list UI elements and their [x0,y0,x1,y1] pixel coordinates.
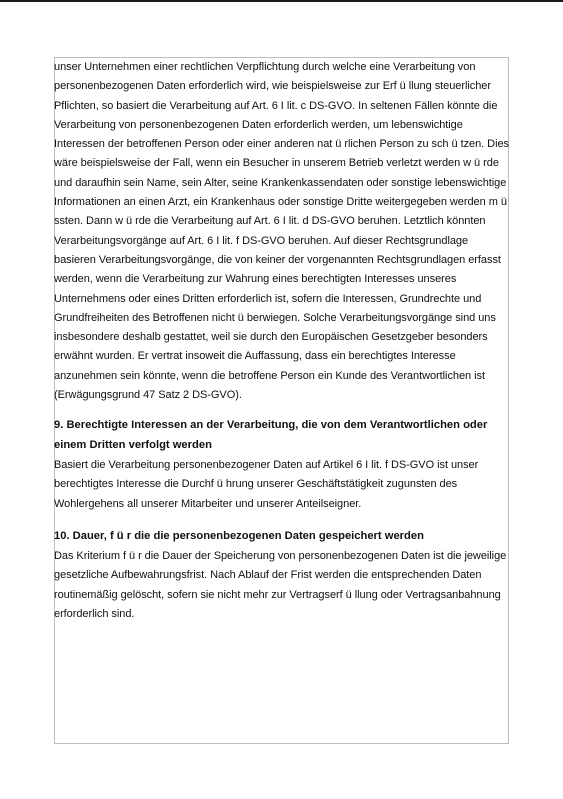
paragraph-storage-duration: Das Kriterium f ü r die Dauer der Speicherung von personenbezogenen Daten ist die jeweilige gesetzliche Aufbewahrungsfrist. Nach Ablauf der Frist werden die entsprechenden Daten routinemäßig gelöscht, sofern sie nicht mehr zur Vertragserf ü llung oder Vertragsanbahnung erforderlich sind. [54,550,507,621]
paragraph-legitimate-interests: Basiert die Verarbeitung personenbezogener Daten auf Artikel 6 I lit. f DS-GVO ist unser berechtigtes Interesse die Durchf ü hrung unserer Geschäftstätigkeit zugunsten des Wohlergehens all unserer Mitarbeiter und unserer Anteilseigner. [54,458,479,510]
section-heading-9: 9. Berechtigte Interessen an der Verarbeitung, die von dem Verantwortlichen oder einem Dritten verfolgt werden [54,419,488,451]
document-body [54,58,512,624]
section-heading-10: 10. Dauer, f ü r die die personenbezogenen Daten gespeichert werden [54,529,424,542]
top-rule [0,0,563,2]
paragraph-legal-bases: unser Unternehmen einer rechtlichen Verpflichtung durch welche eine Verarbeitung von personenbezogenen Daten erforderlich wird, wie beispielsweise zur Erf ü llung steuerlicher Pflichten, so basiert die Verarbeitung auf Art. 6 I lit. c DS-GVO. In seltenen Fällen könnte die Verarbeitung von personenbezogenen Daten erforderlich werden, um lebenswichtige Interessen der betroffenen Person oder einer anderen nat ü rlichen Person zu sch ü tzen. Dies wäre beispielsweise der Fall, wenn ein Besucher in unserem Betrieb verletzt werden w ü rde und daraufhin sein Name, sein Alter, seine Krankenkassendaten oder sonstige lebenswichtige Informationen an einen Arzt, ein Krankenhaus oder sonstige Dritte weitergegeben werden m ü ssten. Dann w ü rde die Verarbeitung auf Art. 6 I lit. d DS-GVO beruhen. Letztlich könnten Verarbeitungsvorgänge auf Art. 6 I lit. f DS-GVO beruhen. Auf dieser Rechtsgrundlage basieren Verarbeitungsvorgänge, die von keiner der vorgenannten Rechtsgrundlagen erfasst werden, wenn die Verarbeitung zur Wahrung eines berechtigten Interesses unseres Unternehmens oder eines Dritten erforderlich ist, sofern die Interessen, Grundrechte und Grundfreiheiten des Betroffenen nicht ü berwiegen. Solche Verarbeitungsvorgänge sind uns insbesondere deshalb gestattet, weil sie durch den Europäischen Gesetzgeber besonders erwähnt wurden. Er vertrat insoweit die Auffassung, dass ein berechtigtes Interesse anzunehmen sein könnte, wenn die betroffene Person ein Kunde des Verantwortlichen ist (Erwägungsgrund 47 Satz 2 DS-GVO). [54,61,509,402]
